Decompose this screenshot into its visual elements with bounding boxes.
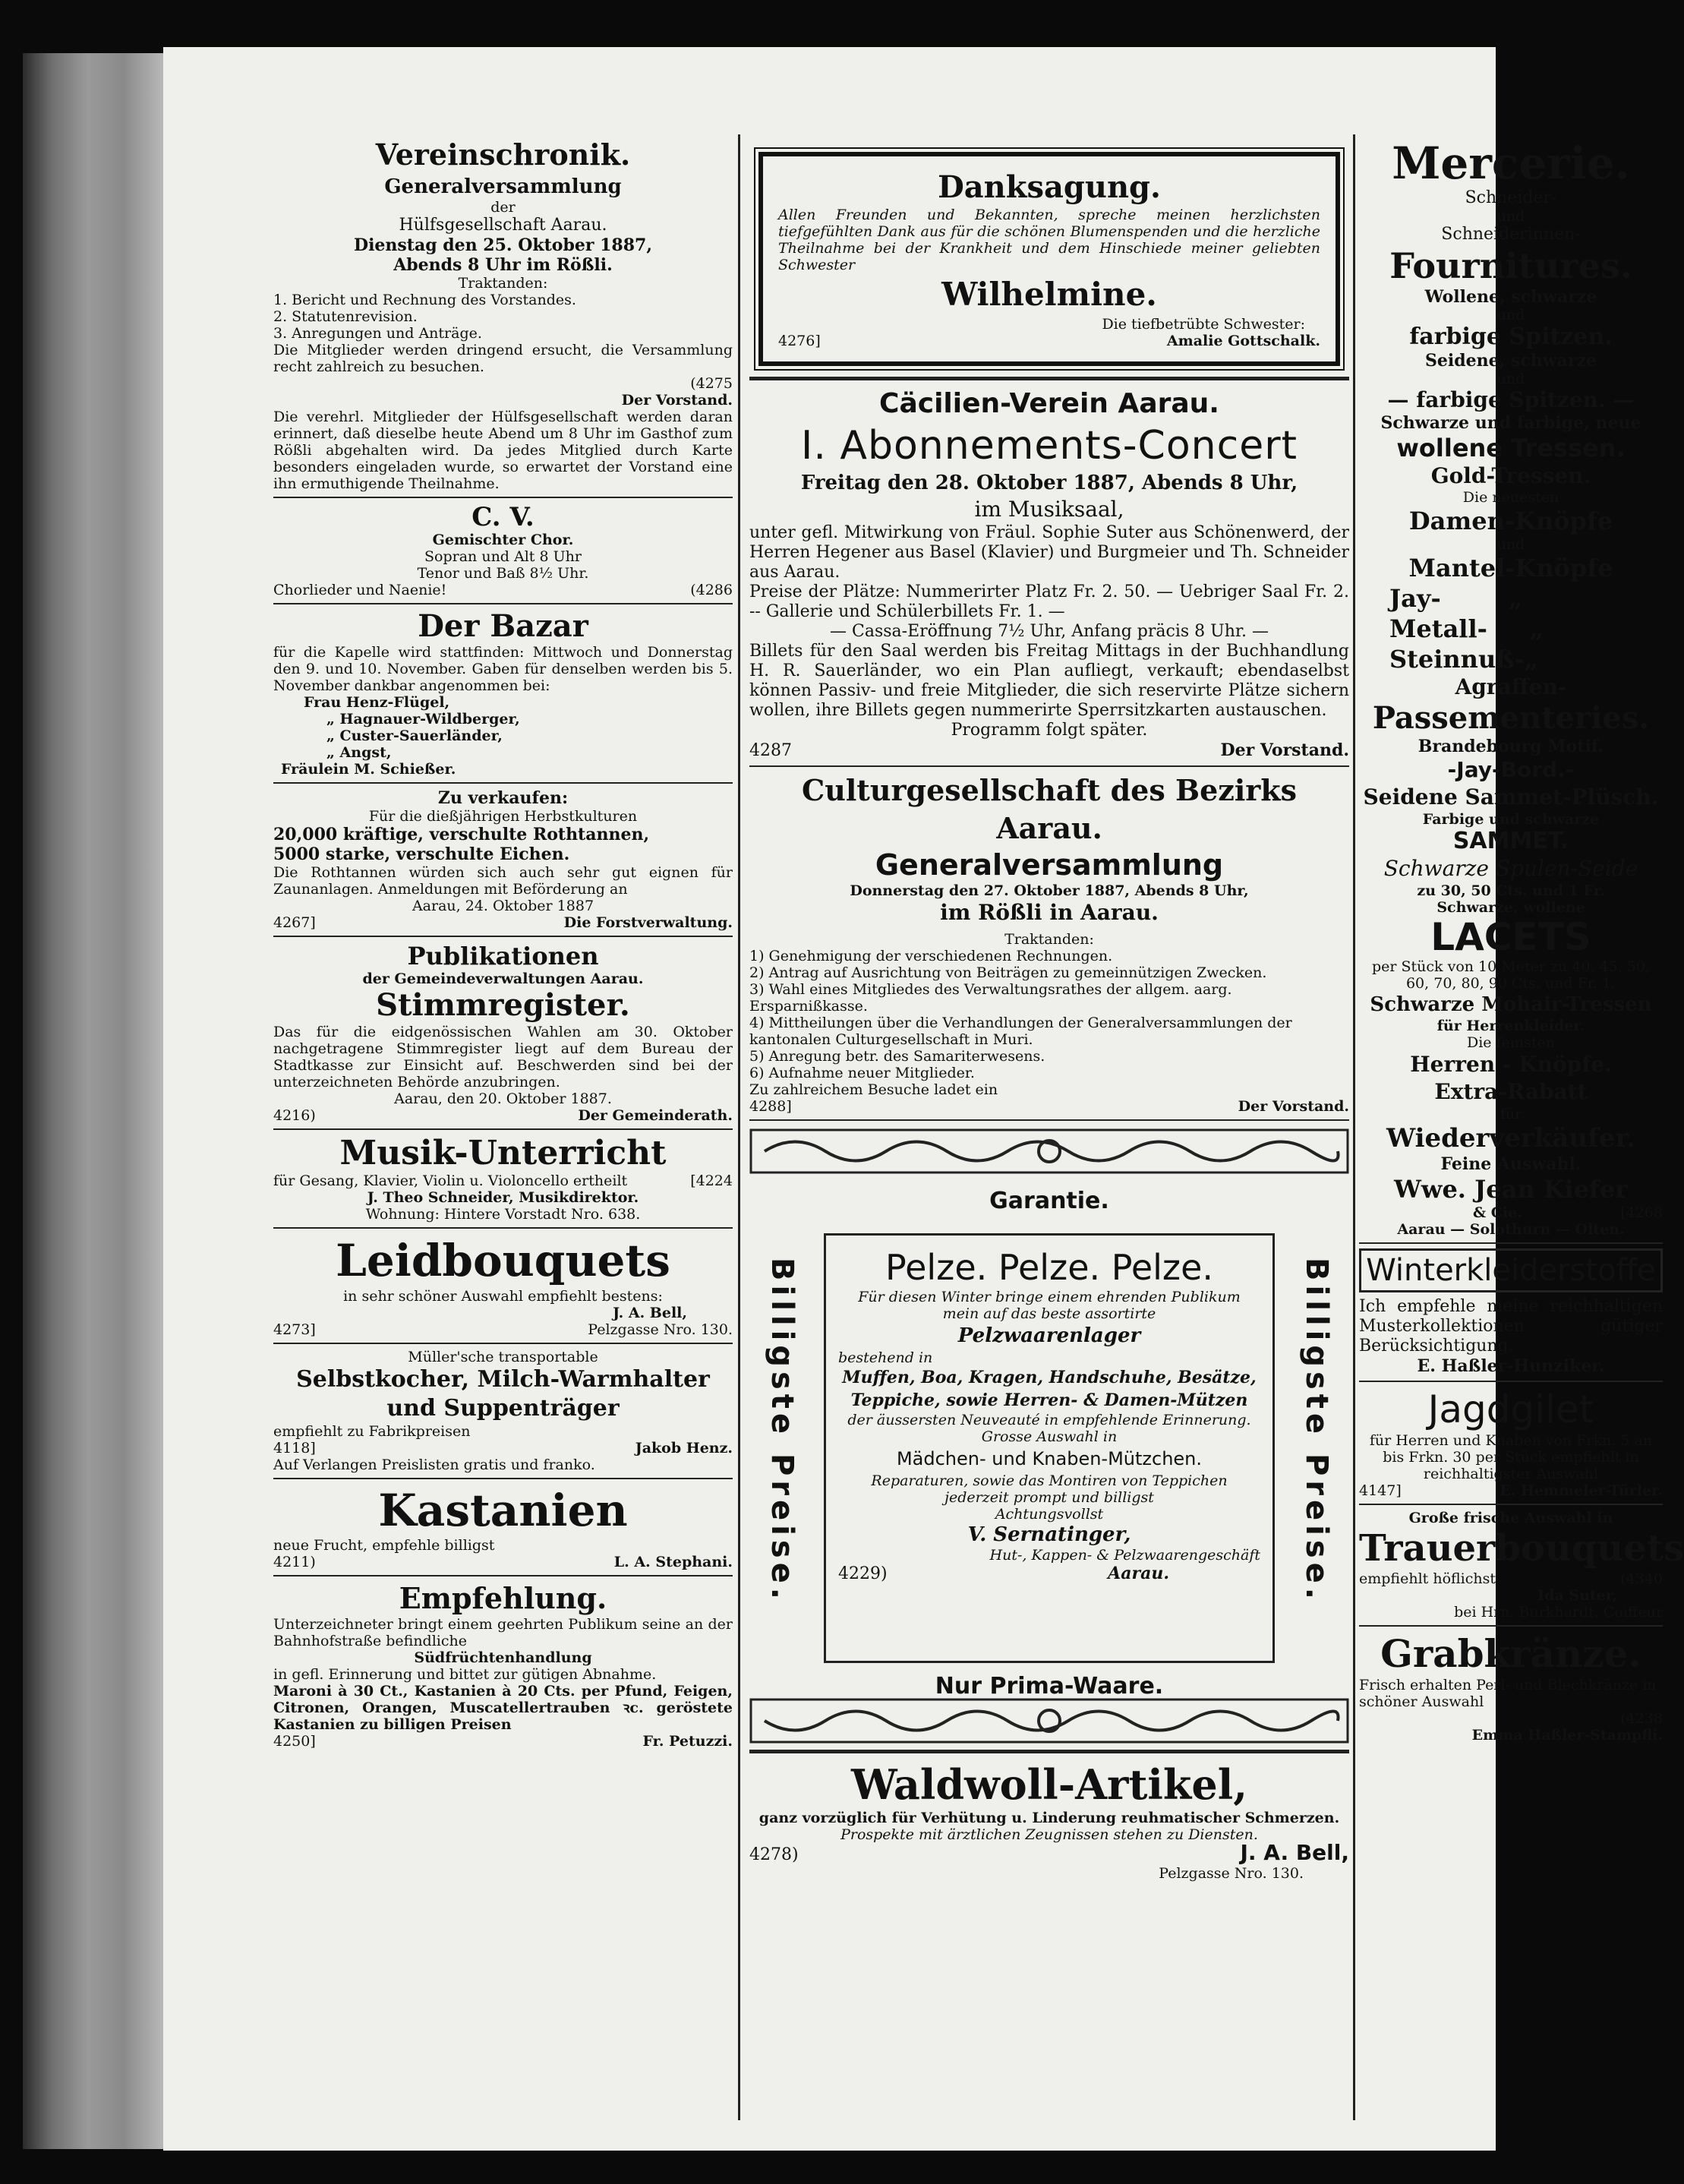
mercerie-line: Herren - Knöpfe. [1410, 1052, 1612, 1077]
mercerie-line: zu 30, 50 Cts. und 1 Fr. [1417, 882, 1605, 899]
cultur-title: Culturgesellschaft des Bezirks Aarau. [801, 773, 1298, 845]
musik-title: Musik-Unterricht [339, 1134, 667, 1172]
mercerie-lacets: LACETS [1430, 915, 1591, 959]
mercerie-line: Mantel-Knöpfe [1408, 554, 1613, 582]
gv-title: Generalversammlung [384, 175, 622, 198]
gv-item: 2. Statutenrevision. [273, 308, 418, 325]
caecilien-sign: Der Vorstand. [1220, 740, 1349, 760]
cv-sub: Gemischter Chor. [432, 532, 574, 548]
caecilien-text: Preise der Plätze: Nummerirter Platz Fr. 2. 50. — Uebriger Saal Fr. 2. -- Gallerie und Schülerbillets Fr. 1. — [749, 582, 1349, 621]
mercerie-line: Metall- „ [1389, 614, 1544, 643]
bazar-name: Frau Henz-Flügel, [304, 694, 450, 711]
musik-name: J. Theo Schneider, Musikdirektor. [367, 1189, 639, 1206]
gv-text: Die Mitglieder werden dringend ersucht, die Versammlung recht zahlreich zu besuchen. [273, 342, 733, 375]
waldwoll-addr: Pelzgasse Nro. 130. [1159, 1865, 1304, 1882]
pelze-muetzen: Mädchen- und Knaben-Mützchen. [896, 1448, 1203, 1469]
danksagung-box [758, 152, 1340, 366]
mercerie-line: für [1500, 1106, 1522, 1122]
verkaufen-bold: 5000 starke, verschulte Eichen. [273, 844, 570, 864]
mercerie-line: Wiederverkäufer. [1386, 1123, 1635, 1154]
mercerie-line: Extra-Rabatt [1434, 1079, 1588, 1104]
mercerie-line: Gold-Tressen. [1430, 463, 1591, 488]
caecilien-text: — Cassa-Eröffnung 7½ Uhr, Anfang präcis 8 Uhr. — [830, 622, 1269, 641]
caecilien-place: im Musiksaal, [974, 497, 1124, 522]
mercerie-line: -Jay-Bord.- [1447, 757, 1575, 782]
mercerie-line: Die feinsten [1466, 1034, 1556, 1051]
ornament-bottom-icon [749, 1698, 1349, 1744]
jagdgilet-title: Jagdgilet [1427, 1387, 1594, 1431]
pelze-title: Pelze. Pelze. Pelze. [885, 1247, 1213, 1288]
gv-item: 3. Anregungen und Anträge. [273, 325, 482, 342]
pelze-text: bestehend in [838, 1349, 933, 1366]
column-middle [749, 138, 1349, 2120]
empfehlung-name: Fr. Petuzzi. [642, 1733, 733, 1750]
waldwoll-num: 4278) [749, 1845, 799, 1864]
pelze-text: Achtungsvollst [995, 1506, 1104, 1523]
bazar-name: „ Hagnauer-Wildberger, [326, 711, 520, 727]
mercerie-und: und [1496, 536, 1525, 553]
grab-text: Frisch erhalten Perl- und Blechkränze in schöner Auswahl [1359, 1677, 1657, 1710]
danksagung-num: 4276] [778, 333, 821, 349]
cultur-num: 4288] [749, 1098, 792, 1115]
mercerie-line: wollene Tressen. [1396, 434, 1626, 462]
danksagung-line: Die tiefbetrübte Schwester: [1102, 316, 1305, 333]
trauer-pre: Große frische Auswahl in [1408, 1510, 1613, 1526]
pelze-ad [749, 1128, 1349, 1744]
mercerie-line: Schwarze Spulen-Seide [1383, 856, 1638, 881]
verkaufen-num: 4267] [273, 914, 316, 931]
danksagung-sign: Amalie Gottschalk. [1166, 333, 1320, 349]
bazar-name: Fräulein M. Schießer. [281, 761, 456, 778]
verkaufen-sign: Die Forstverwaltung. [563, 914, 733, 931]
grab-num: (4238 [1620, 1710, 1663, 1727]
mercerie-line: Wwe. Jean Kiefer [1393, 1175, 1629, 1204]
mercerie-line: Schwarze Mohair-Tressen [1370, 993, 1652, 1016]
mercerie-line: Wollene, schwarze [1424, 287, 1597, 307]
bazar-title: Der Bazar [418, 608, 588, 644]
empfehlung-text: in gefl. Erinnerung und bittet zur gütigen Abnahme. [273, 1666, 657, 1683]
leidbouquets-addr: Pelzgasse Nro. 130. [588, 1321, 733, 1338]
caecilien-title: Cäcilien-Verein Aarau. [879, 388, 1219, 419]
gv-society: Hülfsgesellschaft Aarau. [399, 216, 607, 235]
gv-traktanden: Traktanden: [458, 275, 548, 292]
musik-text: für Gesang, Klavier, Violin u. Violoncello ertheilt [273, 1172, 628, 1189]
garantie-text: Garantie. [989, 1188, 1109, 1214]
kastanien-text: neue Frucht, empfehle billigst [273, 1537, 495, 1554]
mercerie-num: [4268 [1620, 1204, 1663, 1221]
cv-title: C. V. [471, 502, 535, 532]
column-right [1359, 137, 1684, 2120]
mueller-line: Müller'sche transportable [408, 1349, 598, 1365]
jagdgilet-num: 4147] [1359, 1482, 1402, 1499]
gv-date: Dienstag den 25. Oktober 1887, [353, 235, 652, 255]
danksagung-title: Danksagung. [938, 169, 1161, 205]
pelze-text: Grosse Auswahl in [981, 1428, 1118, 1445]
caecilien-prog: Programm folgt später. [951, 721, 1148, 740]
pelze-side-right: Billigste Preise. [1299, 1258, 1334, 1604]
waldwoll-title: Waldwoll-Artikel, [850, 1760, 1248, 1809]
cultur-item: 1) Genehmigung der verschiedenen Rechnungen. [749, 948, 1113, 964]
grab-title: Grabkränze. [1380, 1631, 1641, 1676]
mercerie-line: Die neuesten [1462, 489, 1559, 506]
stimmregister-text: Das für die eidgenössischen Wahlen am 30. Oktober nachgetragene Stimmregister liegt auf dem Bureau der Stadtkasse zur Einsicht auf. Beschwerden sind bei der unterzeichneten Behörde anzubringen. [273, 1024, 733, 1090]
mercerie-line: SAMMET. [1452, 828, 1569, 854]
gv-sign: Der Vorstand. [621, 392, 733, 409]
cultur-item: 6) Aufnahme neuer Mitglieder. [749, 1065, 975, 1081]
pelze-lager: Pelzwaarenlager [957, 1324, 1141, 1347]
trauer-num: (4340 [1620, 1570, 1663, 1587]
cultur-item: 2) Antrag auf Ausrichtung von Beiträgen zu gemeinnützigen Zwecken. [749, 964, 1267, 981]
caecilien-date: Freitag den 28. Oktober 1887, Abends 8 Uhr, [800, 472, 1298, 494]
stimmregister-title: Stimmregister. [376, 987, 630, 1023]
cultur-item: 4) Mittheilungen über die Verhandlungen der Generalversammlungen der kantonalen Culturgesellschaft in Muri. [749, 1015, 1292, 1048]
gv-num: (4275 [690, 375, 733, 392]
mercerie-und: und [1496, 208, 1525, 225]
mercerie-fournitures: Fournitures. [1389, 245, 1632, 286]
kastanien-num: 4211) [273, 1554, 316, 1570]
winterkleider-text: Ich empfehle meine reichhaltigen Musterkollektionen gütiger Berücksichtigung. [1359, 1297, 1663, 1356]
mercerie-line: Aarau — Solothurn — Olten. [1397, 1221, 1625, 1238]
mercerie-line: Agraffen- [1455, 674, 1567, 699]
empfehlung-prices: Maroni à 30 Ct., Kastanien à 20 Cts. per Pfund, Feigen, Citronen, Orangen, Muscatellertrauben ꝛc. geröstete Kastanien zu billigen Preisen [273, 1683, 733, 1733]
column-left [273, 138, 733, 2120]
kastanien-name: L. A. Stephani. [613, 1554, 733, 1570]
mercerie-line: Farbige und schwarze [1422, 811, 1600, 828]
mercerie-line: Passementeries. [1372, 700, 1650, 736]
mercerie-line: farbige Spitzen. [1409, 323, 1613, 350]
mercerie-line: Jay- „ [1389, 584, 1523, 613]
trauer-title: Trauerbouquets [1359, 1527, 1684, 1570]
mercerie-line: Seidene Sammet-Plüsch. [1363, 784, 1659, 810]
mercerie-line: & Cie. [1473, 1204, 1522, 1221]
cultur-item: 3) Wahl eines Mitgliedes des Verwaltungsrathes der allgem. aarg. Ersparnißkasse. [749, 981, 1232, 1015]
caecilien-text: Billets für den Saal werden bis Freitag Mittags in der Buchhandlung H. R. Sauerländer, wo ein Plan aufliegt, verkauft; ebendaselbst können Passiv- und freie Mitglieder, die sich reservirte Plätze sichern wollen, ihre Billets gegen nummerirte Sperrsitzkarten austauschen. [749, 642, 1349, 720]
mercerie-und: und [1496, 371, 1525, 387]
pelze-name: V. Sernatinger, [967, 1523, 1131, 1546]
waldwoll-text: Prospekte mit ärztlichen Zeugnissen stehen zu Diensten. [840, 1826, 1258, 1843]
cv-num: (4286 [690, 582, 733, 598]
gv-item: 1. Bericht und Rechnung des Vorstandes. [273, 292, 576, 308]
mueller-line: empfiehlt zu Fabrikpreisen [273, 1423, 471, 1440]
caecilien-concert: I. Abonnements-Concert [801, 423, 1298, 469]
stimmregister-sign: Der Gemeinderath. [578, 1107, 733, 1124]
cultur-date: Donnerstag den 27. Oktober 1887, Abends 8 Uhr, [850, 882, 1249, 899]
publikationen-title: Publikationen [407, 942, 599, 970]
gv-time: Abends 8 Uhr im Rößli. [393, 255, 613, 275]
cv-line: Chorlieder und Naenie! [273, 582, 447, 598]
mercerie-title: Mercerie. [1392, 137, 1630, 189]
mercerie-line: Schwarze und farbige, neue [1380, 413, 1641, 433]
pelze-text: Für diesen Winter bringe einem ehrenden Publikum mein auf das beste assortirte [858, 1289, 1241, 1322]
stimmregister-place: Aarau, den 20. Oktober 1887. [394, 1090, 612, 1107]
musik-addr: Wohnung: Hintere Vorstadt Nro. 638. [365, 1206, 641, 1223]
mercerie-line: per Stück von 10 Meter zu 40, 45, 50, 60, 70, 80, 90 Cts. und Fr. 1. [1372, 958, 1650, 992]
pelze-inner-box [824, 1233, 1275, 1663]
cultur-sign: Der Vorstand. [1238, 1098, 1349, 1115]
verkaufen-text: Die Rothtannen würden sich auch sehr gut eignen für Zaunanlagen. Anmeldungen mit Beförderung an [273, 864, 733, 898]
cultur-gv: Generalversammlung [875, 848, 1224, 882]
pelze-text: Reparaturen, sowie das Montiren von Teppichen jederzeit prompt und billigst [871, 1472, 1228, 1506]
leidbouquets-title: Leidbouquets [336, 1235, 670, 1286]
bazar-name: „ Angst, [326, 744, 392, 761]
cv-line: Sopran und Alt 8 Uhr [424, 548, 582, 565]
cv-line: Tenor und Baß 8½ Uhr. [417, 565, 589, 582]
leidbouquets-num: 4273] [273, 1321, 316, 1338]
empfehlung-num: 4250] [273, 1733, 316, 1750]
winterkleider-name: E. Haßler-Hunziker. [1417, 1356, 1605, 1376]
newspaper-page [163, 47, 1684, 2151]
leidbouquets-name: J. A. Bell, [613, 1305, 687, 1321]
stimmregister-num: 4216) [273, 1107, 316, 1124]
column-rule-left [738, 134, 740, 2120]
mueller-num: 4118] [273, 1440, 316, 1457]
verkaufen-place: Aarau, 24. Oktober 1887 [412, 898, 594, 914]
mueller-name: Jakob Henz. [635, 1440, 733, 1457]
pelze-side-left: Billigste Preise. [765, 1258, 799, 1604]
mercerie-line: — farbige Spitzen. — [1387, 387, 1635, 412]
cultur-place: im Rößli in Aarau. [940, 900, 1159, 925]
gv-text2: Die verehrl. Mitglieder der Hülfsgesellschaft werden daran erinnert, daß dieselbe heute Abend um 8 Uhr im Gasthof zum Rößli abgehalten wird. Da jedes Mitglied durch Karte besonders eingeladen wurde, so erwartet der Vorstand eine ihn ermuthigende Theilnahme. [273, 409, 733, 492]
musik-num: [4224 [690, 1172, 733, 1189]
mercerie-line: Schwarze, wollene [1436, 899, 1585, 916]
mercerie-und: und [1496, 307, 1525, 323]
trauer-name: Ida Suter, [1537, 1587, 1617, 1604]
leidbouquets-text: in sehr schöner Auswahl empfiehlt bestens: [343, 1288, 663, 1305]
trauer-addr: bei Hrn. Burkhardt, Coiffeur [1454, 1604, 1663, 1621]
gv-der: der [490, 199, 516, 216]
pelze-num: 4229) [838, 1564, 888, 1583]
mercerie-line: Seidene, schwarze [1425, 351, 1597, 371]
pelze-text: der äussersten Neuveauté in empfehlende Erinnerung. [847, 1412, 1251, 1428]
jagdgilet-name: E. Hemmeler-Türler. [1500, 1482, 1663, 1499]
verkaufen-bold: 20,000 kräftige, verschulte Rothtannen, [273, 825, 650, 844]
vereinschronik-heading: Vereinschronik. [375, 137, 631, 172]
empfehlung-text: Unterzeichneter bringt einem geehrten Publikum seine an der Bahnhofstraße befindliche [273, 1616, 733, 1649]
jagdgilet-text: für Herren und Knaben von Frkn. 5 an bis Frkn. 30 per Stück empfiehlt in reichhaltigster Auswahl [1369, 1432, 1653, 1482]
mercerie-line: Schneiderinnen- [1441, 225, 1581, 244]
publikationen-sub: der Gemeindeverwaltungen Aarau. [362, 970, 644, 987]
caecilien-text: unter gefl. Mitwirkung von Fräul. Sophie Suter aus Schönenwerd, der Herren Hegener aus Basel (Klavier) und Burgmeier und Th. Schneider aus Aarau. [749, 523, 1349, 582]
pelze-city: Aarau. [1108, 1564, 1169, 1583]
mercerie-line: Steinnuß-„ [1389, 645, 1539, 674]
kastanien-title: Kastanien [378, 1485, 628, 1536]
winterkleider-title: Winterkleiderstoffe [1359, 1248, 1663, 1292]
cultur-item: 5) Anregung betr. des Samariterwesens. [749, 1048, 1045, 1065]
mueller-title: Selbstkocher, Milch-Warmhalter und Suppenträger [296, 1366, 710, 1422]
prima-text: Nur Prima-Waare. [935, 1673, 1164, 1700]
caecilien-num: 4287 [749, 741, 792, 760]
mercerie-line: Brandebourg Motif. [1418, 737, 1604, 756]
danksagung-name: Wilhelmine. [941, 276, 1157, 313]
verkaufen-text: Für die dießjährigen Herbstkulturen [368, 808, 638, 825]
waldwoll-name: J. A. Bell, [1240, 1840, 1349, 1865]
mercerie-line: Schneider- [1465, 188, 1557, 207]
grab-name: Emma Haßler-Stampfli. [1471, 1727, 1663, 1744]
verkaufen-title: Zu verkaufen: [437, 788, 569, 808]
pelze-items: Muffen, Boa, Kragen, Handschuhe, Besätze, Teppiche, sowie Herren- & Damen-Mützen [842, 1368, 1257, 1410]
pelze-firm: Hut-, Kappen- & Pelzwaarengeschäft [989, 1547, 1260, 1564]
danksagung-text: Allen Freunden und Bekannten, spreche meinen herzlichsten tiefgefühlten Dank aus für die schönen Blumenspenden und die herzliche Theilnahme bei der Krankheit und dem Hinschiede meiner geliebten Schwester [778, 207, 1320, 273]
column-rule-right [1353, 134, 1355, 2120]
bazar-text: für die Kapelle wird stattfinden: Mittwoch und Donnerstag den 9. und 10. November. Gaben für denselben werden bis 5. November dankbar angenommen bei: [273, 644, 733, 694]
cultur-end: Zu zahlreichem Besuche ladet ein [749, 1081, 998, 1098]
empfehlung-title: Empfehlung. [399, 1581, 607, 1615]
bazar-name: „ Custer-Sauerländer, [326, 727, 503, 744]
book-spine [23, 53, 167, 2149]
empfehlung-bold: Südfrüchtenhandlung [414, 1649, 592, 1666]
mueller-line: Auf Verlangen Preislisten gratis und franko. [273, 1457, 595, 1473]
mercerie-line: Damen-Knöpfe [1408, 507, 1613, 535]
waldwoll-text: ganz vorzüglich für Verhütung u. Linderung reuhmatischer Schmerzen. [758, 1810, 1340, 1826]
ornament-top-icon [749, 1128, 1349, 1174]
mercerie-line: für Herrenkleider. [1436, 1018, 1585, 1034]
mercerie-line: Feine Auswahl. [1440, 1154, 1582, 1174]
cultur-trakt: Traktanden: [1004, 931, 1094, 948]
trauer-text: empfiehlt höflichst [1359, 1570, 1496, 1587]
